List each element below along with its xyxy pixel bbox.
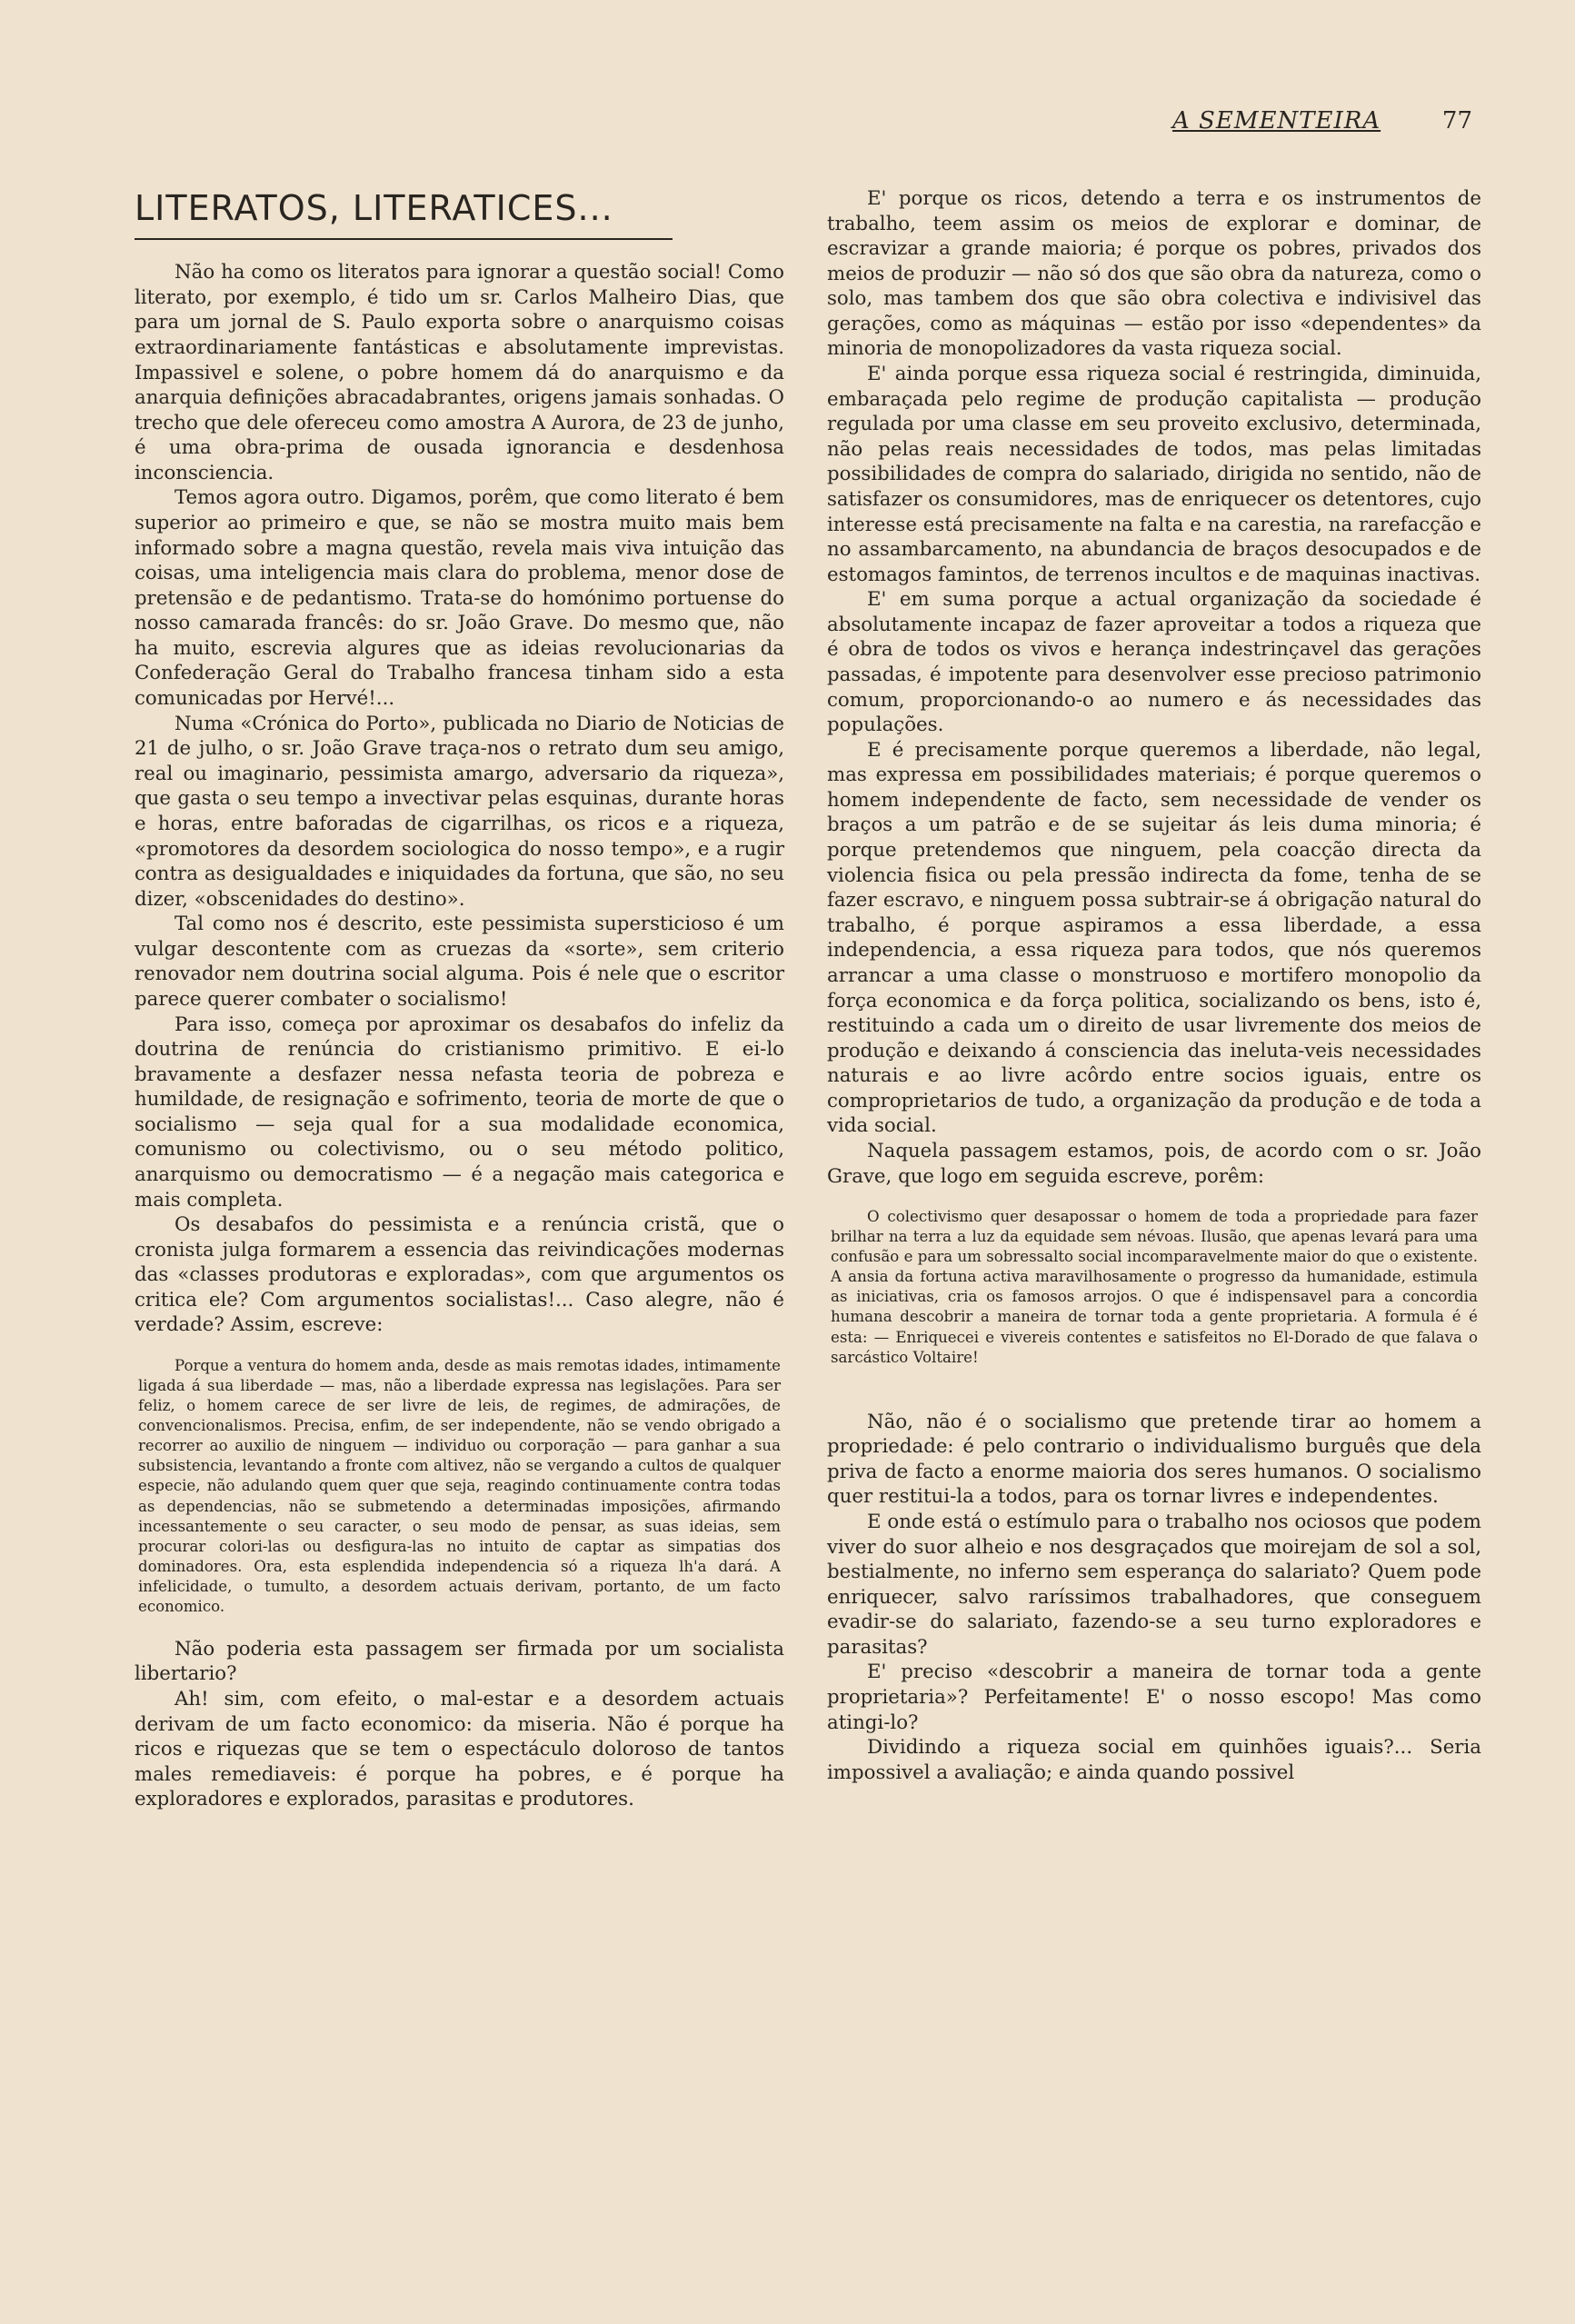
paragraph: Dividindo a riqueza social em quinhões iguais?... Seria impossivel a avaliação; e ainda quando possivel bbox=[827, 1736, 1481, 1784]
block-quote: O colectivismo quer desapossar o homem de toda a propriedade para fazer brilhar na terra a luz da equidade sem névoas. Ilusão, que apenas levará para uma confusão e para um sobressalto social incomparavelmente maior do que o existente. A ansia da fortuna activa maravilhosamente o progresso da humanidade, estimula as iniciativas, cria os famosos arrojos. O que é indispensavel para a concordia humana descobrir a maneira de tornar toda a gente proprietaria. A formula é é esta: — Enriquecei e vivereis contentes e satisfeitos no El-Dorado de que falava o sarcástico Voltaire! bbox=[831, 1208, 1478, 1366]
paragraph: E onde está o estímulo para o trabalho nos ociosos que podem viver do suor alheio e nos desgraçados que moirejam de sol a sol, bestialmente, no inferno sem esperança do salariato? Quem pode enriquecer, salvo raríssimos trabalhadores, que conseguem evadir-se do salariato, fazendo-se a seu turno exploradores e parasitas? bbox=[827, 1510, 1481, 1659]
left-column bbox=[135, 186, 784, 1812]
paragraph: Naquela passagem estamos, pois, de acordo com o sr. João Grave, que logo em seguida escreve, porêm: bbox=[827, 1139, 1481, 1188]
paragraph: E' porque os ricos, detendo a terra e os instrumentos de trabalho, teem assim os meios de explorar e dominar, de escravizar a grande maioria; é porque os pobres, privados dos meios de produzir — não só dos que são obra da natureza, como o solo, mas tambem dos que são obra colectiva e indivisivel das gerações, como as máquinas — estão por isso «dependentes» da minoria de monopolizadores da vasta riqueza social. bbox=[827, 187, 1481, 361]
paragraph: Ah! sim, com efeito, o mal-estar e a desordem actuais derivam de um facto economico: da miseria. Não é porque ha ricos e riquezas que se tem o espectáculo doloroso de tantos males remediaveis: é porque ha pobres, e é porque ha exploradores e explorados, parasitas e produtores. bbox=[135, 1688, 784, 1811]
page-header bbox=[1172, 107, 1472, 144]
paragraph: E' preciso «descobrir a maneira de tornar toda a gente proprietaria»? Perfeitamente! E' o nosso escopo! Mas como atingi-lo? bbox=[827, 1661, 1481, 1734]
paragraph: Tal como nos é descrito, este pessimista supersticioso é um vulgar descontente com as cruezas da «sorte», sem criterio renovador nem doutrina social alguma. Pois é nele que o escritor parece querer combater o socialismo! bbox=[135, 913, 784, 1011]
paragraph: Numa «Crónica do Porto», publicada no Diario de Noticias de 21 de julho, o sr. João Grave traça-nos o retrato dum seu amigo, real ou imaginario, pessimista amargo, adversario da riqueza», que gasta o seu tempo a invectivar pelas esquinas, durante horas e horas, entre baforadas de cigarrilhas, os ricos e a riqueza, «promotores da desordem sociologica do nosso tempo», e a rugir contra as desigualdades e iniquidades da fortuna, que são, no seu dizer, «obscenidades do destino». bbox=[135, 712, 784, 911]
paragraph: Temos agora outro. Digamos, porêm, que como literato é bem superior ao primeiro e que, se não se mostra muito mais bem informado sobre a magna questão, revela mais viva intuição das coisas, uma inteligencia mais clara do problema, menor dose de pretensão e de pedantismo. Trata-se do homónimo portuense do nosso camarada francês: do sr. João Grave. Do mesmo que, não ha muito, escrevia algures que as ideias revolucionarias da Confederação Geral do Trabalho francesa tinham sido a esta comunicadas por Hervé!... bbox=[135, 486, 784, 711]
paragraph: Não poderia esta passagem ser firmada por um socialista libertario? bbox=[135, 1637, 784, 1686]
paragraph: E é precisamente porque queremos a liberdade, não legal, mas expressa em possibilidades materiais; é porque queremos o homem independente de facto, sem necessidade de vender os braços a um patrão e de se sujeitar ás leis duma minoria; é porque pretendemos que ninguem, pela coacção directa da violencia fisica ou pela pressão indirecta da fome, tenha de se fazer escravo, e ninguem possa subtrair-se á obrigação natural do trabalho, é porque aspiramos a essa liberdade, a essa independencia, a essa riqueza para todos, que nós queremos arrancar a uma classe o monstruoso e mortifero monopolio da força economica e da força politica, socializando os bens, isto é, restituindo a cada um o direito de usar livremente dos meios de produção e deixando á consciencia das ineluta-veis necessidades naturais e ao livre acôrdo entre socios iguais, entre os comproprietarios de tudo, a organização da produção e de toda a vida social. bbox=[827, 738, 1481, 1138]
paragraph: Os desabafos do pessimista e a renúncia cristã, que o cronista julga formarem a essencia das reivindicações modernas das «classes produtoras e exploradas», com que argumentos os critica ele? Com argumentos socialistas!... Caso alegre, não é verdade? Assim, escreve: bbox=[135, 1213, 784, 1337]
spacer bbox=[827, 1388, 1481, 1410]
paragraph: E' ainda porque essa riqueza social é restringida, diminuida, embaraçada pelo regime de produção capitalista — produção regulada por uma classe em seu proveito exclusivo, determinada, não pelas reais necessidades de todos, mas pelas limitadas possibilidades de compra do salariado, dirigida no sentido, não de satisfazer os consumidores, mas de enriquecer os detentores, cujo interesse está precisamente na falta e na carestia, na rarefacção e no assambarcamento, na abundancia de braços desocupados e de estomagos famintos, de terrenos incultos e de maquinas inactivas. bbox=[827, 363, 1481, 586]
paragraph: Não, não é o socialismo que pretende tirar ao homem a propriedade: é pelo contrario o individualismo burguês que dela priva de facto a enorme maioria dos seres humanos. O socialismo quer restitui-la a todos, para os tornar livres e independentes. bbox=[827, 1410, 1481, 1509]
paragraph: Para isso, começa por aproximar os desabafos do infeliz da doutrina de renúncia do cristianismo primitivo. E ei-lo bravamente a desfazer nessa nefasta teoria de pobreza e humildade, de resignação e sofrimento, teoria de morte de que o socialismo — seja qual for a sua modalidade economica, comunismo ou colectivismo, ou o seu método politico, anarquismo ou democratismo — é a negação mais categorica e mais completa. bbox=[135, 1012, 784, 1212]
right-column bbox=[827, 186, 1481, 1785]
page-number: 77 bbox=[1441, 107, 1472, 135]
running-title: A SEMENTEIRA bbox=[1172, 107, 1381, 135]
block-quote: Porque a ventura do homem anda, desde as mais remotas idades, intimamente ligada á sua liberdade — mas, não a liberdade expressa nas legislações. Para ser feliz, o homem carece de ser livre de leis, de regimes, de admirações, de convencionalismos. Precisa, enfim, de ser independente, não se vendo obrigado a recorrer ao auxilio de ninguem — individuo ou corporação — para ganhar a sua subsistencia, levantando a fronte com altivez, não se vergando a cultos de qualquer especie, não adulando quem quer que seja, reagindo continuamente contra todas as dependencias, não se submetendo a determinadas imposições, afirmando incessantemente o seu caracter, o seu modo de pensar, as suas ideias, sem procurar colori-las ou desfigura-las no intuito de captar as simpatias dos dominadores. Ora, esta esplendida independencia só a riqueza lh'a dará. A infelicidade, o tumulto, a desordem actuais derivam, portanto, de um facto economico. bbox=[138, 1357, 781, 1615]
article-title: LITERATOS, LITERATICES... bbox=[135, 186, 673, 240]
paragraph: E' em suma porque a actual organização da sociedade é absolutamente incapaz de fazer aproveitar a todos a riqueza que é obra de todos os vivos e herança indestrinçavel das gerações passadas, é impotente para desenvolver esse precioso patrimonio comum, proporcionando-o ao numero e ás necessidades das populações. bbox=[827, 588, 1481, 737]
paragraph: Não ha como os literatos para ignorar a questão social! Como literato, por exemplo, é tido um sr. Carlos Malheiro Dias, que para um jornal de S. Paulo exporta sobre o anarquismo coisas extraordinariamente fantásticas e absolutamente imprevistas. Impassivel e solene, o pobre homem dá do anarquismo e da anarquia definições abracadabrantes, origens jamais sonhadas. O trecho que dele ofereceu como amostra A Aurora, de 23 de junho, é uma obra-prima de ousada ignorancia e desdenhosa inconsciencia. bbox=[135, 261, 784, 484]
